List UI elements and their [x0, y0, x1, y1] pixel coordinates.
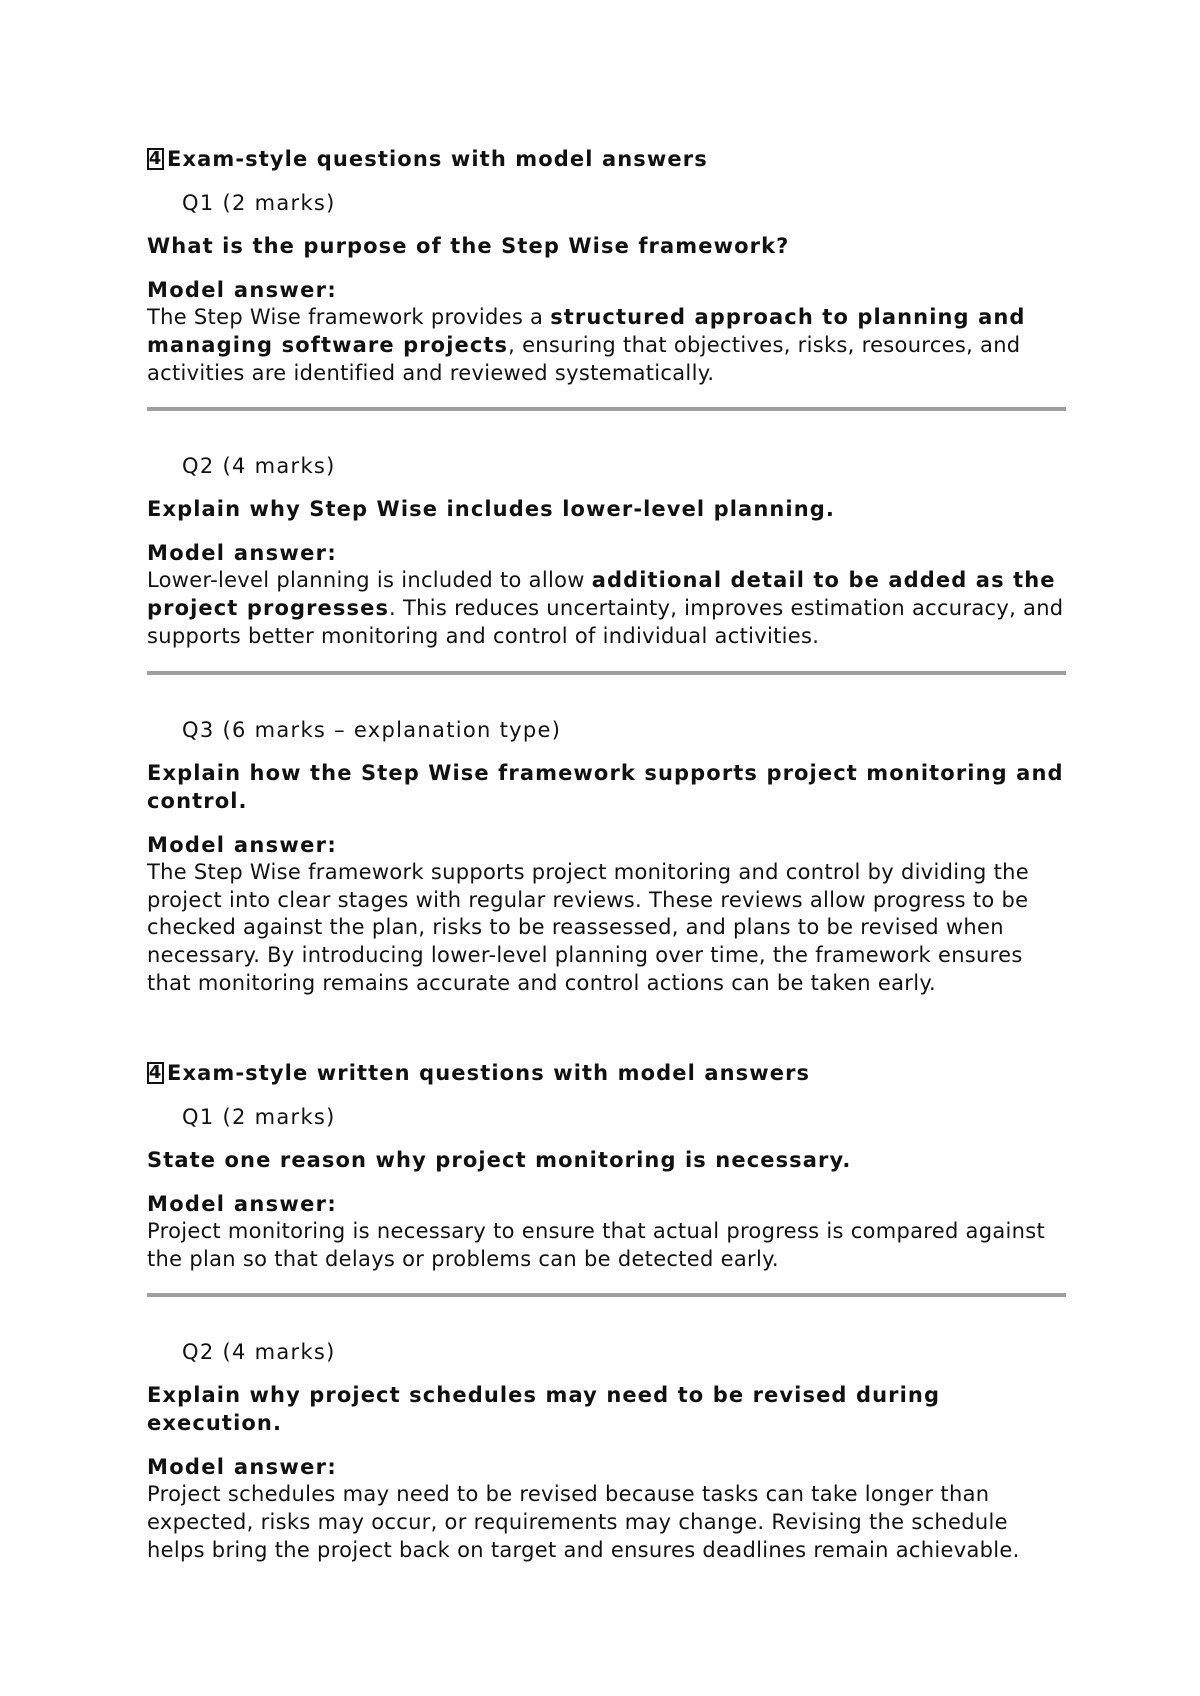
question-text: Explain why project schedules may need to be revised during execution.	[147, 1383, 941, 1436]
model-answer-label: Model answer:	[147, 1191, 338, 1216]
model-answer-text	[147, 304, 1067, 387]
question-text: What is the purpose of the Step Wise framework?	[147, 234, 790, 258]
answer-segment: . This reduces uncertainty, improves estimation accuracy, and supports better monitoring and control of individual activities.	[147, 596, 1064, 648]
section-heading	[147, 142, 1067, 176]
model-answer-text	[147, 567, 1067, 650]
divider	[147, 1293, 1066, 1297]
model-answer-label: Model answer:	[147, 1455, 338, 1480]
keycap-four-icon: 4	[148, 1061, 163, 1083]
question-label: Q1 (2 marks)	[182, 1104, 336, 1129]
model-answer-text	[147, 859, 1067, 998]
answer-segment: , ensuring that objectives, risks, resources, and activities are identified and reviewed systematically.	[147, 332, 1021, 385]
section-title: Exam-style questions with model answers	[167, 147, 708, 171]
section-title: Exam-style written questions with model answers	[167, 1060, 811, 1085]
answer-segment: Project monitoring is necessary to ensure that actual progress is compared against the plan so that delays or problems can be detected early.	[147, 1218, 1046, 1271]
answer-segment: The Step Wise framework supports project monitoring and control by dividing the project into clear stages with regular reviews. These reviews allow progress to be checked against the plan, risks to be reassessed, and plans to be revised when necessary. By introducing lower-level planning over time, the framework ensures that monitoring remains accurate and control actions can be taken early.	[147, 859, 1029, 995]
divider	[147, 407, 1066, 411]
answer-segment: Project schedules may need to be revised because tasks can take longer than expected, risks may occur, or requirements may change. Revising the schedule helps bring the project back on target and ensures deadlines remain achievable.	[147, 1482, 1020, 1562]
section-heading	[147, 1056, 1067, 1090]
question-label: Q1 (2 marks)	[182, 191, 336, 215]
divider	[147, 671, 1066, 675]
question-text: Explain how the Step Wise framework supports project monitoring and control.	[147, 760, 1064, 813]
answer-emphasis: additional detail to be added as the project progresses	[147, 568, 1056, 621]
model-answer-label: Model answer:	[147, 832, 338, 857]
question-label: Q2 (4 marks)	[182, 454, 336, 479]
keycap-four-icon: 4	[148, 148, 163, 169]
model-answer-label: Model answer:	[147, 541, 338, 566]
answer-emphasis: structured approach to planning and managing software projects	[147, 305, 1026, 357]
model-answer-text	[147, 1481, 1067, 1564]
question-text: State one reason why project monitoring is necessary.	[147, 1147, 852, 1172]
question-text: Explain why Step Wise includes lower-level planning.	[147, 497, 835, 522]
question-label: Q3 (6 marks – explanation type)	[182, 717, 562, 742]
question-label: Q2 (4 marks)	[182, 1340, 336, 1365]
model-answer-text	[147, 1218, 1067, 1274]
model-answer-label: Model answer:	[147, 278, 338, 302]
answer-segment: The Step Wise framework provides a	[147, 305, 551, 329]
answer-segment: Lower-level planning is included to allow	[147, 568, 592, 593]
document-content	[147, 142, 1067, 1565]
